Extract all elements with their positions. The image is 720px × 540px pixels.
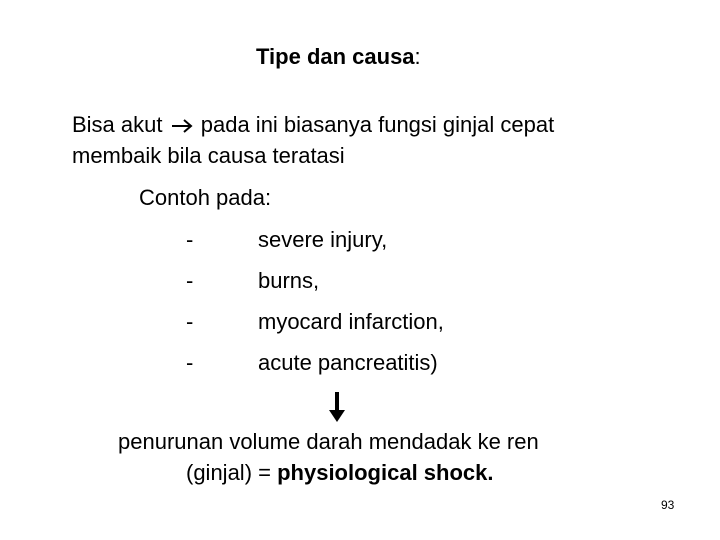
list-item: myocard infarction,	[258, 309, 444, 334]
list-item: burns,	[258, 268, 320, 293]
result-emphasis: physiological shock.	[277, 460, 494, 485]
title-text: Tipe dan causa	[256, 44, 415, 69]
line1-end: pada ini biasanya fungsi ginjal cepat	[200, 112, 555, 137]
list-dash: -	[186, 309, 194, 334]
title-colon: :	[414, 44, 421, 69]
result-line-1: penurunan volume darah mendadak ke ren	[118, 429, 539, 454]
list-item: acute pancreatitis)	[258, 350, 438, 375]
list-item: severe injury,	[258, 227, 388, 252]
list-dash: -	[186, 268, 194, 293]
result-line-2	[186, 459, 493, 487]
slide-title	[256, 44, 421, 70]
body-line-2: membaik bila causa teratasi	[72, 143, 345, 168]
arrow-down-icon	[328, 392, 346, 422]
result-line2-start: (ginjal) =	[186, 460, 278, 485]
arrow-right-icon	[171, 119, 193, 133]
line1-start: Bisa akut	[72, 112, 163, 137]
example-heading: Contoh pada:	[139, 185, 272, 210]
page-number: 93	[661, 498, 675, 512]
list-dash: -	[186, 350, 194, 375]
body-line-1	[72, 112, 554, 138]
list-dash: -	[186, 227, 194, 252]
